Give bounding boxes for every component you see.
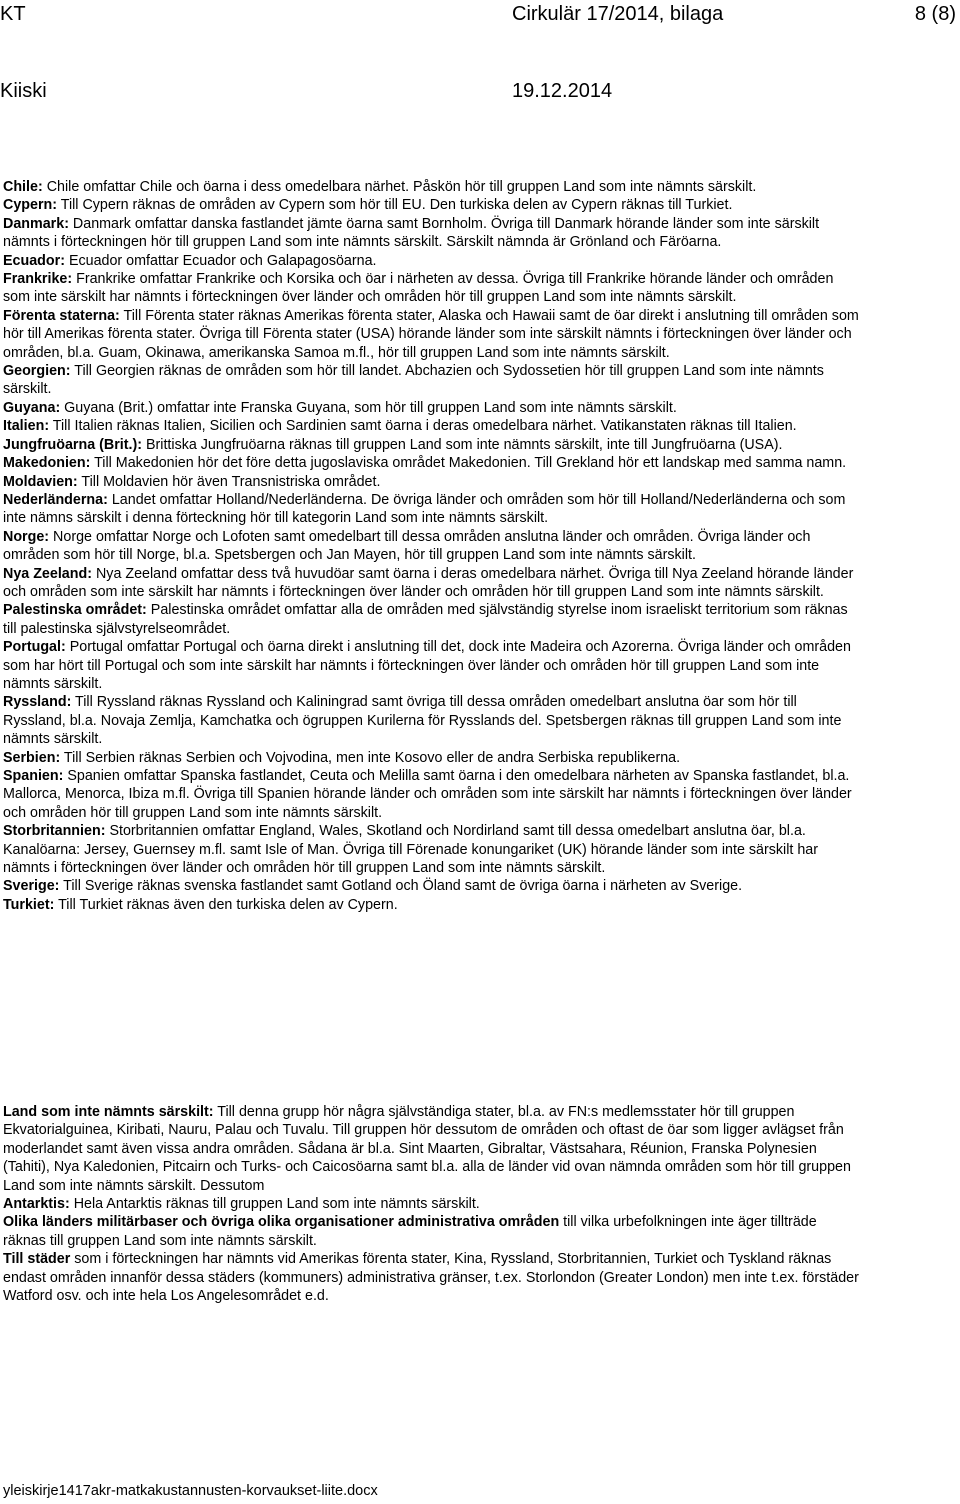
entry-text: Till Sverige räknas svenska fastlandet samt Gotland och Öland samt de övriga öarna i närheten av Sverige. — [59, 878, 743, 895]
entry-term: Spanien: — [3, 768, 64, 784]
entry-term: Palestinska området: — [3, 602, 147, 619]
entry-text: Till Turkiet räknas även den turkiska delen av Cypern. — [54, 896, 398, 913]
entry-term: Norge: — [3, 528, 50, 545]
country-entry — [3, 362, 859, 399]
country-entry — [3, 436, 859, 454]
country-entry — [3, 822, 859, 877]
header-org: KT — [0, 3, 26, 25]
country-entry — [3, 454, 859, 472]
country-entry — [3, 565, 859, 602]
country-entry — [3, 196, 859, 214]
country-entry — [3, 473, 859, 491]
entry-text: Danmark omfattar danska fastlandet jämte öarna samt Bornholm. Övriga till Danmark hörande länder som inte särskilt nämnts i förteckningen hör till gruppen Land som inte nämnts särskilt. Särskilt nämnda är Grönland och Färöarna. — [3, 215, 820, 251]
entry-text: Spanien omfattar Spanska fastlandet, Ceuta och Melilla samt öarna i den omedelbara närheten av Spanska fastlandet, bl.a. Mallorca, Menorca, Ibiza m.fl. Övriga till Spanien hörande länder och områden som inte särskilt har nämnts i förteckningen över länder och områden hör till gruppen Land som inte nämnts särskilt. — [3, 768, 852, 821]
country-entry — [3, 638, 859, 693]
country-definitions — [3, 178, 859, 914]
country-entry — [3, 252, 859, 270]
entry-text: Till Serbien räknas Serbien och Vojvodina, men inte Kosovo eller de andra Serbiska republikerna. — [60, 749, 681, 766]
entry-text: Guyana (Brit.) omfattar inte Franska Guyana, som hör till gruppen Land som inte nämnts särskilt. — [60, 399, 677, 416]
country-entry — [3, 215, 859, 252]
country-entry — [3, 178, 859, 196]
entry-term: Storbritannien: — [3, 823, 106, 840]
entry-term: Cypern: — [3, 197, 58, 214]
entry-text: Norge omfattar Norge och Lofoten samt omedelbart till dessa områden anslutna länder och områden. Övriga länder och områden som hör till Norge, bl.a. Spetsbergen och Jan Mayen, hör till gruppen Land som inte nämnts särskilt. — [3, 528, 811, 564]
entry-term: Chile: — [3, 179, 43, 195]
entry-text: Brittiska Jungfruöarna räknas till gruppen Land som inte nämnts särskilt, inte till Jungfruöarna (USA). — [142, 436, 783, 453]
country-entry — [3, 877, 859, 895]
entry-term: Olika länders militärbaser och övriga olika organisationer administrativa områden — [3, 1214, 560, 1231]
header-page-number: 8 (8) — [914, 3, 956, 25]
entry-text: till vilka urbefolkningen inte äger tillträde räknas till gruppen Land som inte nämnts särskilt. — [3, 1214, 817, 1249]
entry-term: Guyana: — [3, 399, 61, 416]
definition-entry — [3, 1250, 859, 1305]
country-entry — [3, 749, 859, 767]
entry-term: Frankrike: — [3, 271, 73, 288]
entry-term: Till städer — [3, 1251, 71, 1268]
header-date: 19.12.2014 — [512, 80, 613, 102]
entry-term: Förenta staterna: — [3, 307, 120, 324]
country-entry — [3, 417, 859, 435]
entry-term: Nya Zeeland: — [3, 565, 92, 582]
country-entry — [3, 270, 859, 307]
entry-term: Makedonien: — [3, 455, 91, 472]
entry-text: Till Moldavien hör även Transnistriska området. — [77, 473, 381, 490]
entry-text: Portugal omfattar Portugal och öarna direkt i anslutning till det, dock inte Madeira och Azorerna. Övriga länder och områden som har hört till Portugal och som inte särskilt har nämnts i förteckningen över länder och områden hör till gruppen Land som inte nämnts särskilt. — [3, 639, 851, 692]
entry-term: Nederländerna: — [3, 491, 108, 508]
entry-term: Italien: — [3, 418, 50, 435]
entry-text: Till denna grupp hör några självständiga stater, bl.a. av FN:s medlemsstater hör till gruppen Ekvatorialguinea, Kiribati, Nauru, Palau och Tuvalu. Till gruppen hör dessutom de områden och oftast de öar som ligger avlägset från moderlandet samt även vissa andra områden. Sådana är bl.a. Sint Maarten, Gibraltar, Västsahara, Réunion, Franska Polynesien (Tahiti), Nya Kaledonien, Pitcairn och Turks- och Caicosöarna samt bl.a. alla de länder vid ovan nämnda områden som hör till gruppen Land som inte nämnts särskilt. Dessutom — [3, 1104, 851, 1194]
entry-text: Till Ryssland räknas Ryssland och Kaliningrad samt övriga till dessa områden omedelbart anslutna öar som hör till Ryssland, bl.a. Novaja Zemlja, Kamchatka och ögruppen Kurilerna för Rysslands del. Spetsbergen räknas till gruppen Land som inte nämnts särskilt. — [3, 694, 842, 748]
entry-term: Ecuador: — [3, 252, 65, 269]
entry-term: Portugal: — [3, 639, 66, 656]
footer-filename: yleiskirje1417akr-matkakustannusten-korvaukset-liite.docx — [3, 1483, 378, 1499]
entry-text: Till Förenta stater räknas Amerikas förenta stater, Alaska och Hawaii samt de öar direkt i anslutning till områden som hör till Amerikas förenta stater. Övriga till Förenta stater (USA) hörande länder som inte särskilt nämnts i förteckningen över länder och områden, bl.a. Guam, Okinawa, amerikanska Samoa m.fl., hör till gruppen Land som inte nämnts särskilt. — [3, 307, 859, 361]
additional-definitions — [3, 1103, 859, 1305]
entry-term: Serbien: — [3, 749, 61, 766]
entry-text: Chile omfattar Chile och öarna i dess omedelbara närhet. Påskön hör till gruppen Land som inte nämnts särskilt. — [42, 179, 757, 195]
entry-term: Ryssland: — [3, 694, 72, 711]
header-circular: Cirkulär 17/2014, bilaga — [512, 3, 724, 25]
country-entry — [3, 491, 859, 528]
definition-entry — [3, 1213, 859, 1250]
header-author: Kiiski — [0, 80, 47, 102]
entry-text: Ecuador omfattar Ecuador och Galapagosöarna. — [64, 252, 377, 269]
entry-text: Till Cypern räknas de områden av Cypern som hör till EU. Den turkiska delen av Cypern räknas till Turkiet. — [57, 197, 733, 214]
country-entry — [3, 693, 859, 748]
entry-text: Till Italien räknas Italien, Sicilien och Sardinien samt öarna i deras omedelbara närhet. Vatikanstaten räknas till Italien. — [49, 418, 797, 435]
entry-term: Georgien: — [3, 363, 71, 380]
entry-term: Moldavien: — [3, 473, 78, 490]
entry-term: Sverige: — [3, 878, 60, 895]
country-entry — [3, 767, 859, 822]
entry-term: Danmark: — [3, 215, 69, 232]
entry-term: Jungfruöarna (Brit.): — [3, 436, 142, 453]
definition-entry — [3, 1195, 859, 1213]
entry-term: Turkiet: — [3, 896, 55, 913]
entry-text: som i förteckningen har nämnts vid Amerikas förenta stater, Kina, Ryssland, Storbritannien, Turkiet och Tyskland räknas endast områden innanför dessa städers (kommuners) administrativa gränser, t.ex. Storlondon (Greater London) men inte t.ex. förstäder Watford osv. och inte hela Los Angelesområdet e.d. — [3, 1251, 859, 1305]
entry-text: Till Georgien räknas de områden som hör till landet. Abchazien och Sydossetien hör till gruppen Land som inte nämnts särskilt. — [3, 363, 824, 398]
entry-text: Storbritannien omfattar England, Wales, Skotland och Nordirland samt till dessa omedelbart anslutna öar, bl.a. Kanalöarna: Jersey, Guernsey m.fl. samt Isle of Man. Övriga till Förenade konungariket (UK) hörande länder som inte särskilt har nämnts i förteckningen över länder och områden hör till gruppen Land som inte nämnts särskilt. — [3, 823, 819, 877]
entry-text: Nya Zeeland omfattar dess två huvudöar samt öarna i deras omedelbara närhet. Övriga till Nya Zeeland hörande länder och områden som inte särskilt har nämnts i förteckningen över länder och områden hör till gruppen Land som inte nämnts särskilt. — [3, 565, 854, 600]
entry-term: Antarktis: — [3, 1196, 70, 1213]
entry-text: Hela Antarktis räknas till gruppen Land som inte nämnts särskilt. — [69, 1196, 480, 1213]
entry-term: Land som inte nämnts särskilt: — [3, 1104, 214, 1120]
definition-entry — [3, 1103, 859, 1195]
country-entry — [3, 601, 859, 638]
country-entry — [3, 399, 859, 417]
entry-text: Palestinska området omfattar alla de områden med självständig styrelse inom israeliskt territorium som räknas till palestinska självstyrelseområdet. — [3, 602, 848, 637]
entry-text: Frankrike omfattar Frankrike och Korsika och öar i närheten av dessa. Övriga till Frankrike hörande länder och områden som inte särskilt har nämnts i förteckningen över länder och områden hör till gruppen Land som inte nämnts särskilt. — [3, 271, 834, 306]
entry-text: Till Makedonien hör det före detta jugoslaviska området Makedonien. Till Grekland hör ett landskap med samma namn. — [90, 455, 847, 472]
country-entry — [3, 896, 859, 914]
country-entry — [3, 528, 859, 565]
country-entry — [3, 307, 859, 362]
entry-text: Landet omfattar Holland/Nederländerna. De övriga länder och områden som hör till Holland/Nederländerna och som inte nämns särskilt i denna förteckning hör till kategorin Land som inte nämnts särskilt. — [3, 491, 846, 527]
